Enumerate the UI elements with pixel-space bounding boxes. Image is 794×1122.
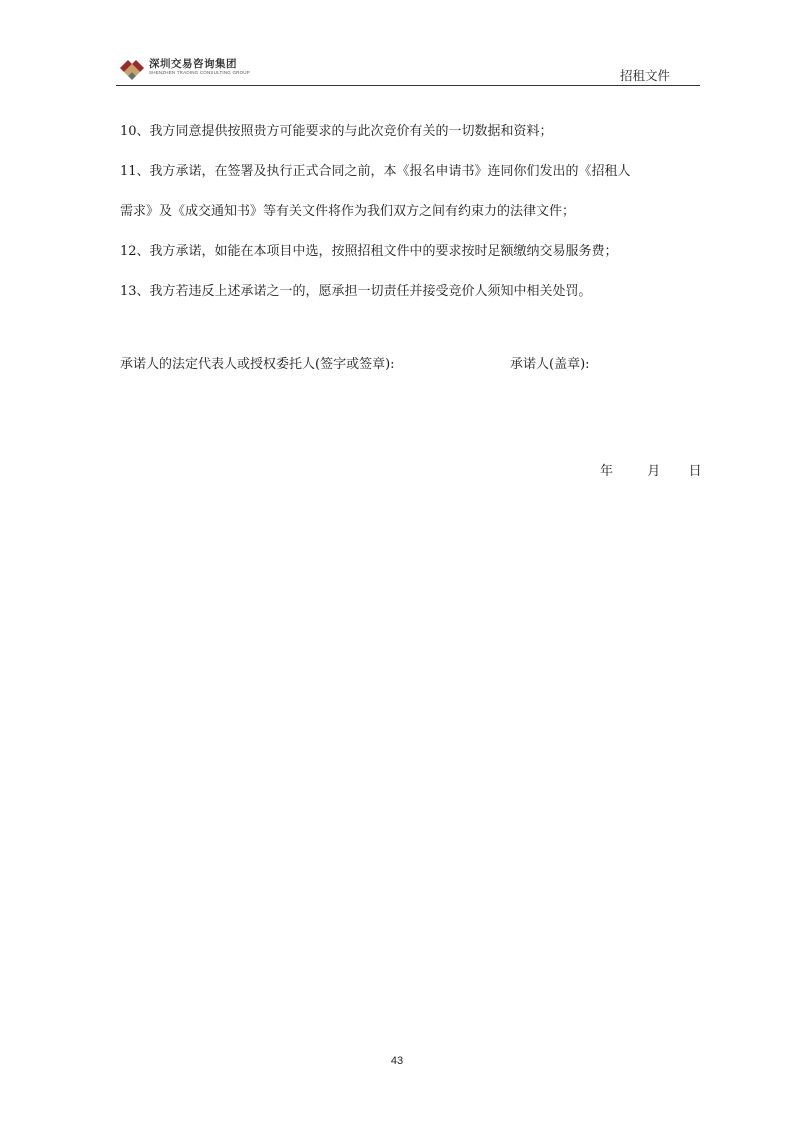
header-divider [116, 85, 700, 86]
list-item-line: 需求》及《成交通知书》等有关文件将作为我们双方之间有约束力的法律文件； [120, 204, 576, 219]
list-item-line: 11、我方承诺，在签署及执行正式合同之前，本《报名申请书》连同你们发出的《招租人 [120, 164, 631, 179]
legal-representative-signature-label: 承诺人的法定代表人或授权委托人(签字或签章): [120, 357, 395, 372]
committer-seal-label: 承诺人(盖章): [510, 357, 590, 372]
page-number: 43 [390, 1055, 404, 1067]
logo-company-name: 深圳交易咨询集团 [149, 57, 237, 70]
company-logo [118, 54, 250, 80]
list-item: 12、我方承诺，如能在本项目中选，按照招租文件中的要求按时足额缴纳交易服务费； [120, 244, 618, 259]
commitment-list [120, 112, 704, 312]
date-day: 日 [688, 464, 702, 479]
list-item: 10、我方同意提供按照贵方可能要求的与此次竞价有关的一切数据和资料； [120, 124, 553, 139]
document-title: 招租文件 [619, 68, 670, 83]
date-year: 年 [600, 464, 614, 479]
page-header [0, 0, 794, 90]
date-line [600, 460, 702, 479]
logo-mark-icon [118, 54, 146, 80]
logo-company-name-en: SHENZHEN TRADING CONSULTING GROUP [149, 70, 250, 75]
date-month: 月 [647, 464, 661, 479]
list-item: 13、我方若违反上述承诺之一的，愿承担一切责任并接受竞价人须知中相关处罚。 [120, 284, 592, 299]
